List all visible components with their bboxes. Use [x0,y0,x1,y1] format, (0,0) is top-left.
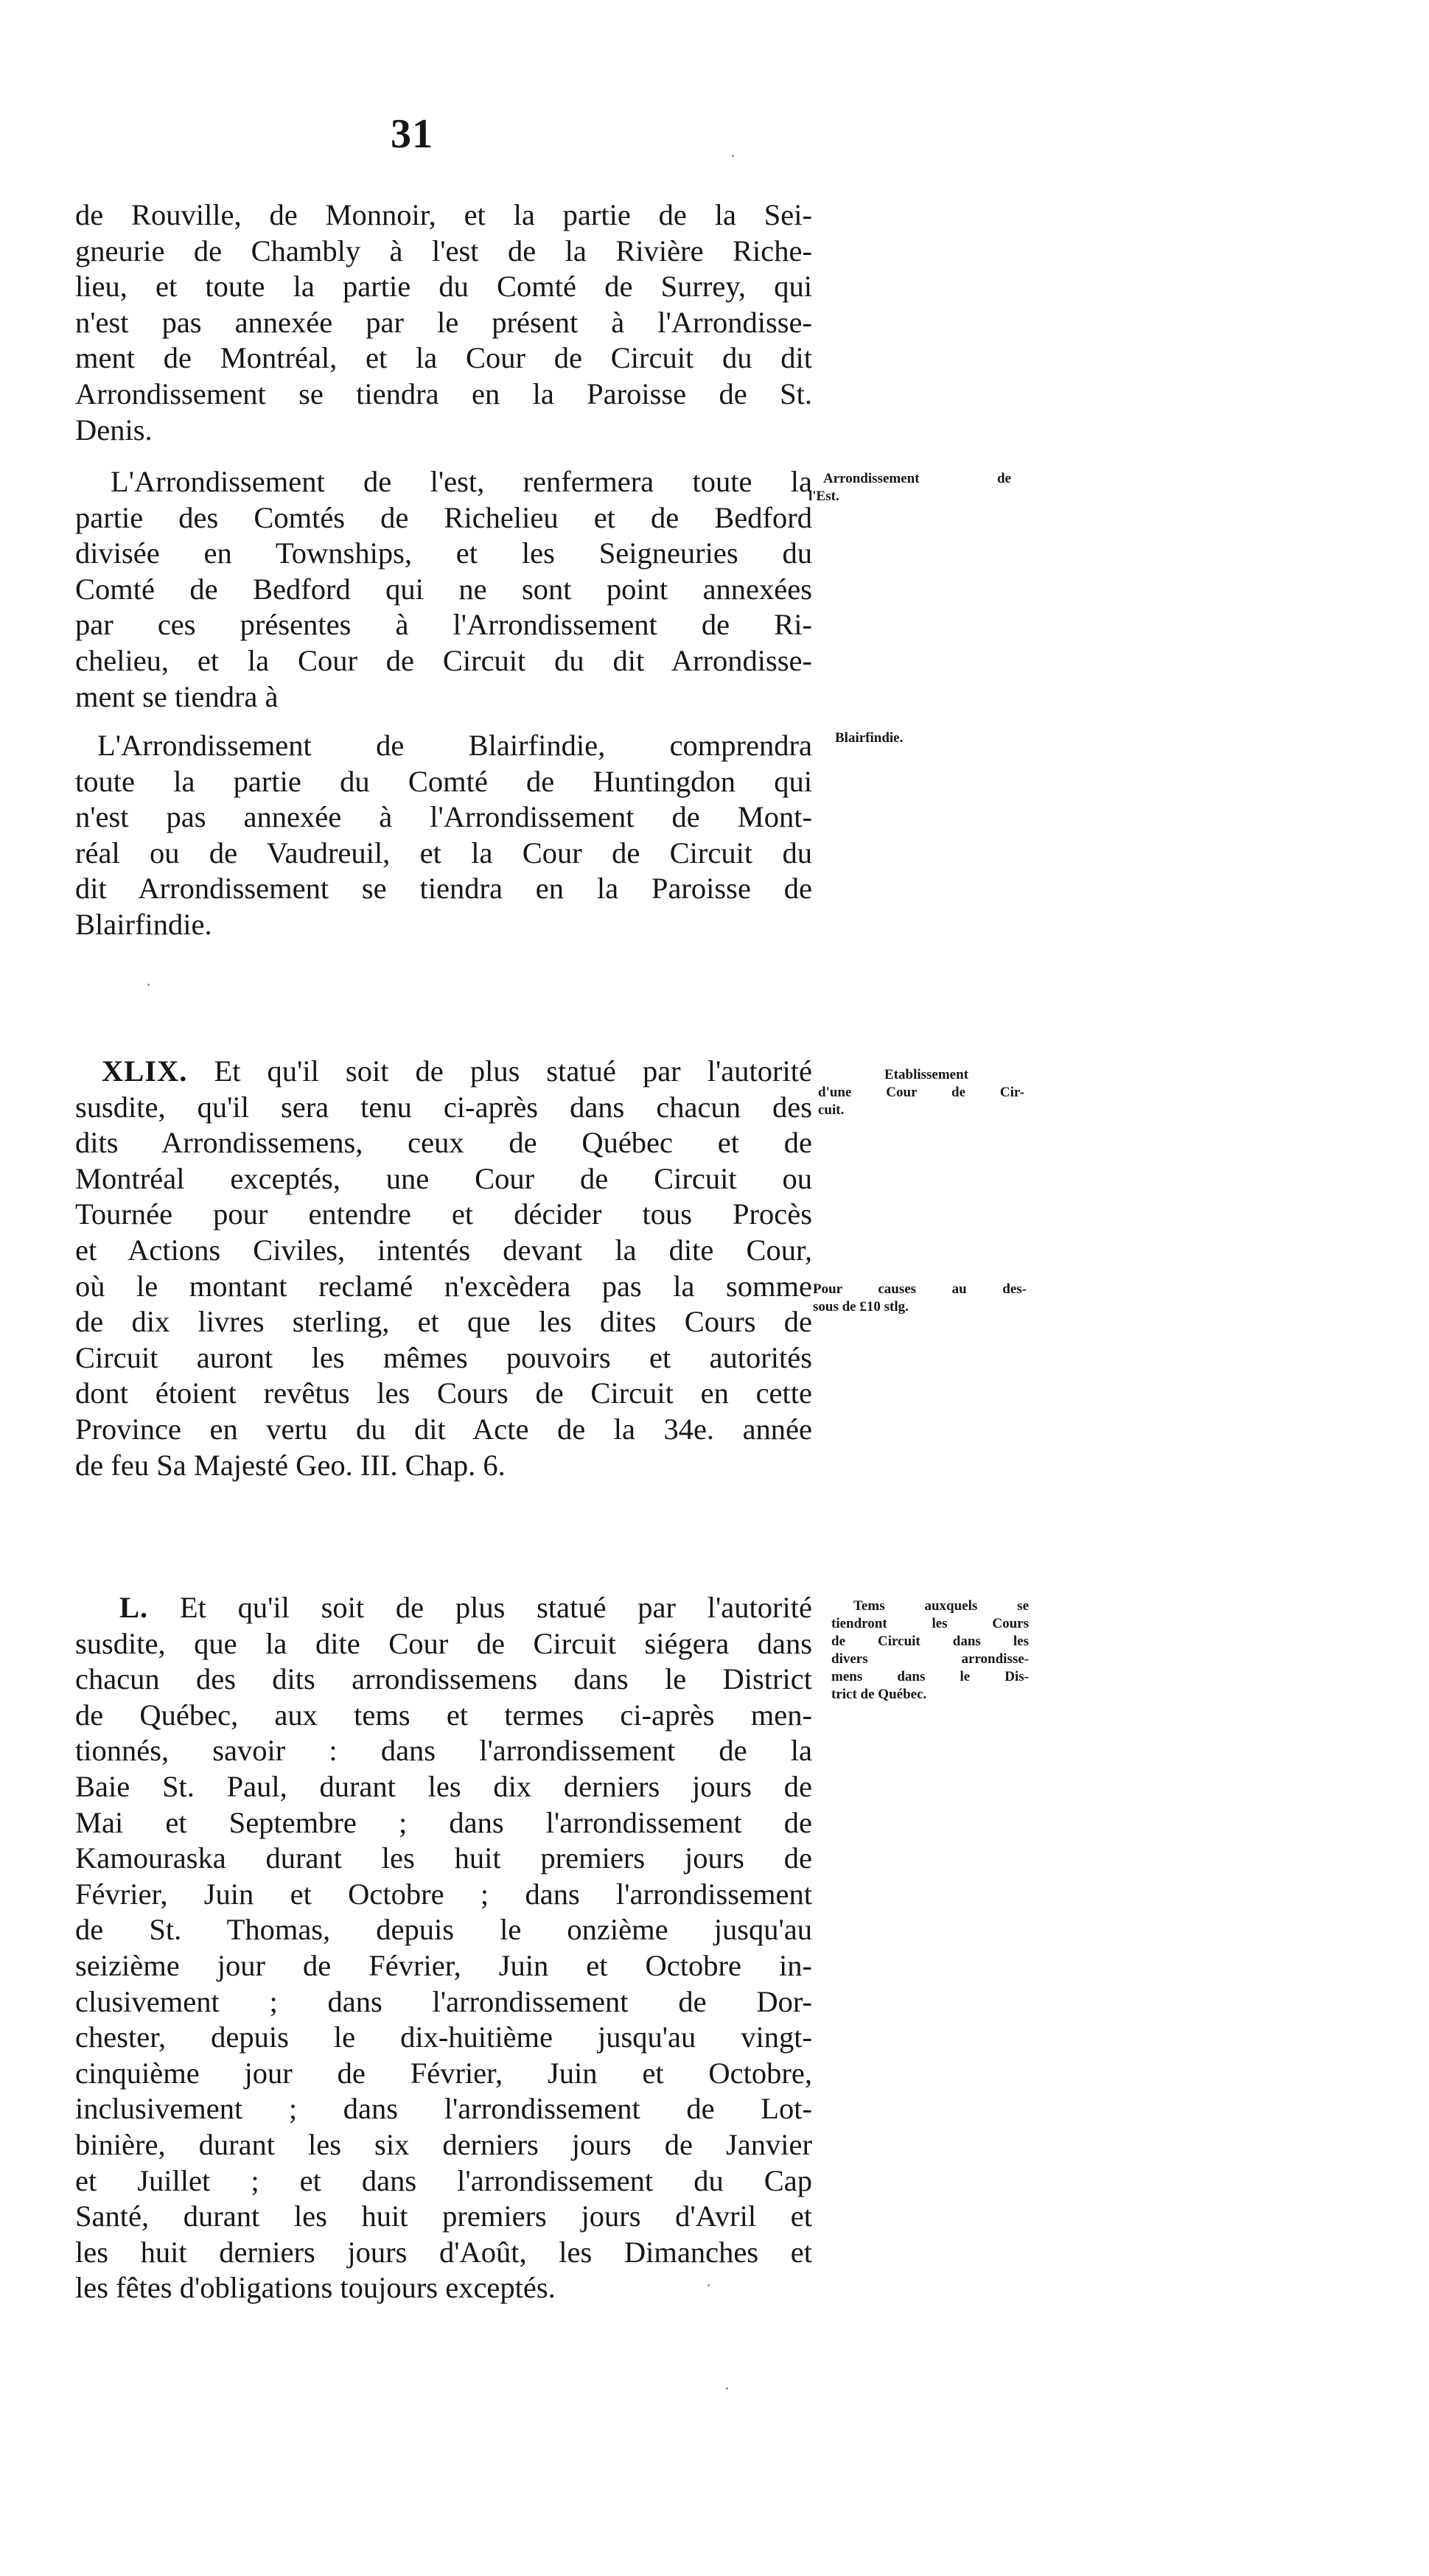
text-line: les fêtes d'obligations toujours exceptés. [75,2271,556,2305]
margin-note-etablissement [818,1066,1024,1119]
text-line: Denis. [75,413,153,447]
text-line: de dix livres sterling, et que les dites Cours de [75,1305,812,1339]
margin-note-line: Arrondissement de [823,471,1011,486]
text-line: de feu Sa Majesté Geo. III. Chap. 6. [75,1448,506,1482]
text-line-content: Et qu'il soit de plus statué par l'autorité [214,1054,812,1088]
text-line: Santé, durant les huit premiers jours d'Avril et [75,2199,812,2233]
text-line: par ces présentes à l'Arrondissement de Ri- [75,608,812,642]
text-line: de Rouville, de Monnoir, et la partie de la Sei- [75,198,812,231]
text-line: chester, depuis le dix-huitième jusqu'au vingt- [75,2020,812,2054]
text-line: Blairfindie. [75,907,212,941]
margin-note-line: Blairfindie. [835,730,904,746]
scan-speck [726,2387,728,2390]
text-line: de Québec, aux tems et termes ci-après men- [75,1698,812,1732]
section-number: XLIX. [102,1054,188,1088]
section-number: L. [119,1591,149,1624]
text-line: lieu, et toute la partie du Comté de Surrey, qui [75,270,812,304]
text-line: Baie St. Paul, durant les dix derniers jours de [75,1769,812,1803]
text-line: seizième jour de Février, Juin et Octobre in- [75,1948,812,1982]
text-line: Montréal exceptés, une Cour de Circuit ou [75,1161,812,1195]
text-line: clusivement ; dans l'arrondissement de Dor- [75,1984,812,2018]
section-l [75,1590,812,2306]
margin-note-tems [831,1597,1029,1704]
text-line: dits Arrondissemens, ceux de Québec et de [75,1126,812,1160]
margin-note-line: Tems auxquels se [853,1598,1029,1614]
text-line: Mai et Septembre ; dans l'arrondissement de [75,1805,812,1839]
text-line: L'Arrondissement de l'est, renfermera toute la [111,465,812,498]
text-line: inclusivement ; dans l'arrondissement de Lot- [75,2092,812,2126]
margin-note-line: l'Est. [808,489,839,504]
text-line: et Actions Civiles, intentés devant la dite Cour, [75,1233,812,1267]
text-line: divisée en Townships, et les Seigneuries du [75,536,812,570]
text-line: ment se tiendra à [75,679,279,713]
text-line: Arrondissement se tiendra en la Paroisse de St. [75,377,812,410]
paragraph-blairfindie [75,728,812,943]
margin-note-line: cuit. [818,1102,845,1118]
text-line [75,1590,812,1626]
text-line: cinquième jour de Février, Juin et Octobre, [75,2056,812,2090]
text-line: tionnés, savoir : dans l'arrondissement de la [75,1734,812,1768]
margin-note-line: Pour causes au des- [813,1281,1027,1297]
margin-note-line: divers arrondisse- [831,1651,1029,1667]
text-line: chacun des dits arrondissemens dans le District [75,1662,812,1696]
text-line: Comté de Bedford qui ne sont point annexées [75,572,812,606]
text-line: Tournée pour entendre et décider tous Procès [75,1197,812,1231]
text-line: n'est pas annexée par le présent à l'Arrondisse- [75,305,812,339]
text-line [75,1054,812,1090]
scan-speck [707,2284,710,2286]
page-number: 31 [391,111,433,157]
text-line: où le montant reclamé n'excèdera pas la somme [75,1269,812,1303]
text-line: réal ou de Vaudreuil, et la Cour de Circuit du [75,836,812,869]
text-line: toute la partie du Comté de Huntingdon qui [75,764,812,798]
text-line: de St. Thomas, depuis le onzième jusqu'au [75,1913,812,1947]
scan-speck [732,155,734,157]
margin-note-line: mens dans le Dis- [831,1669,1029,1684]
text-line-content: Et qu'il soit de plus statué par l'autorité [179,1591,812,1624]
paragraph-rouville [75,197,812,448]
text-line: dit Arrondissement se tiendra en la Paroisse de [75,872,812,906]
text-line: Février, Juin et Octobre ; dans l'arrondissement [75,1877,812,1911]
text-line: binière, durant les six derniers jours de Janvier [75,2127,812,2161]
text-line: gneurie de Chambly à l'est de la Rivière Riche- [75,234,812,267]
text-line: chelieu, et la Cour de Circuit du dit Arrondisse- [75,643,812,677]
text-line: partie des Comtés de Richelieu et de Bedford [75,500,812,534]
paragraph-arrondissement-est [75,464,812,715]
margin-note-line: Etablissement [884,1067,968,1082]
text-line: Province en vertu du dit Acte de la 34e. année [75,1412,812,1446]
margin-note-line: tiendront les Cours [831,1616,1029,1631]
margin-note-line: d'une Cour de Cir- [818,1085,1024,1100]
text-line: dont étoient revêtus les Cours de Circuit en cette [75,1376,812,1410]
text-line: et Juillet ; et dans l'arrondissement du Cap [75,2163,812,2197]
text-line: L'Arrondissement de Blairfindie, comprendra [97,729,812,762]
margin-note-arrondissement-est [808,470,1011,505]
margin-note-line: sous de £10 stlg. [813,1299,909,1315]
section-xlix [75,1054,812,1483]
margin-note-line: trict de Québec. [831,1687,927,1702]
margin-note-causes [813,1281,1027,1316]
text-line: susdite, qu'il sera tenu ci-après dans chacun des [75,1090,812,1124]
margin-note-blairfindie [835,729,982,747]
text-line: Kamouraska durant les huit premiers jours de [75,1841,812,1875]
text-line: les huit derniers jours d'Août, les Dimanches et [75,2235,812,2269]
scan-speck [147,984,150,986]
text-line: susdite, que la dite Cour de Circuit siégera dans [75,1626,812,1660]
text-line: Circuit auront les mêmes pouvoirs et autorités [75,1340,812,1374]
text-line: ment de Montréal, et la Cour de Circuit du dit [75,341,812,375]
text-line: n'est pas annexée à l'Arrondissement de Mont- [75,800,812,834]
margin-note-line: de Circuit dans les [831,1634,1029,1649]
